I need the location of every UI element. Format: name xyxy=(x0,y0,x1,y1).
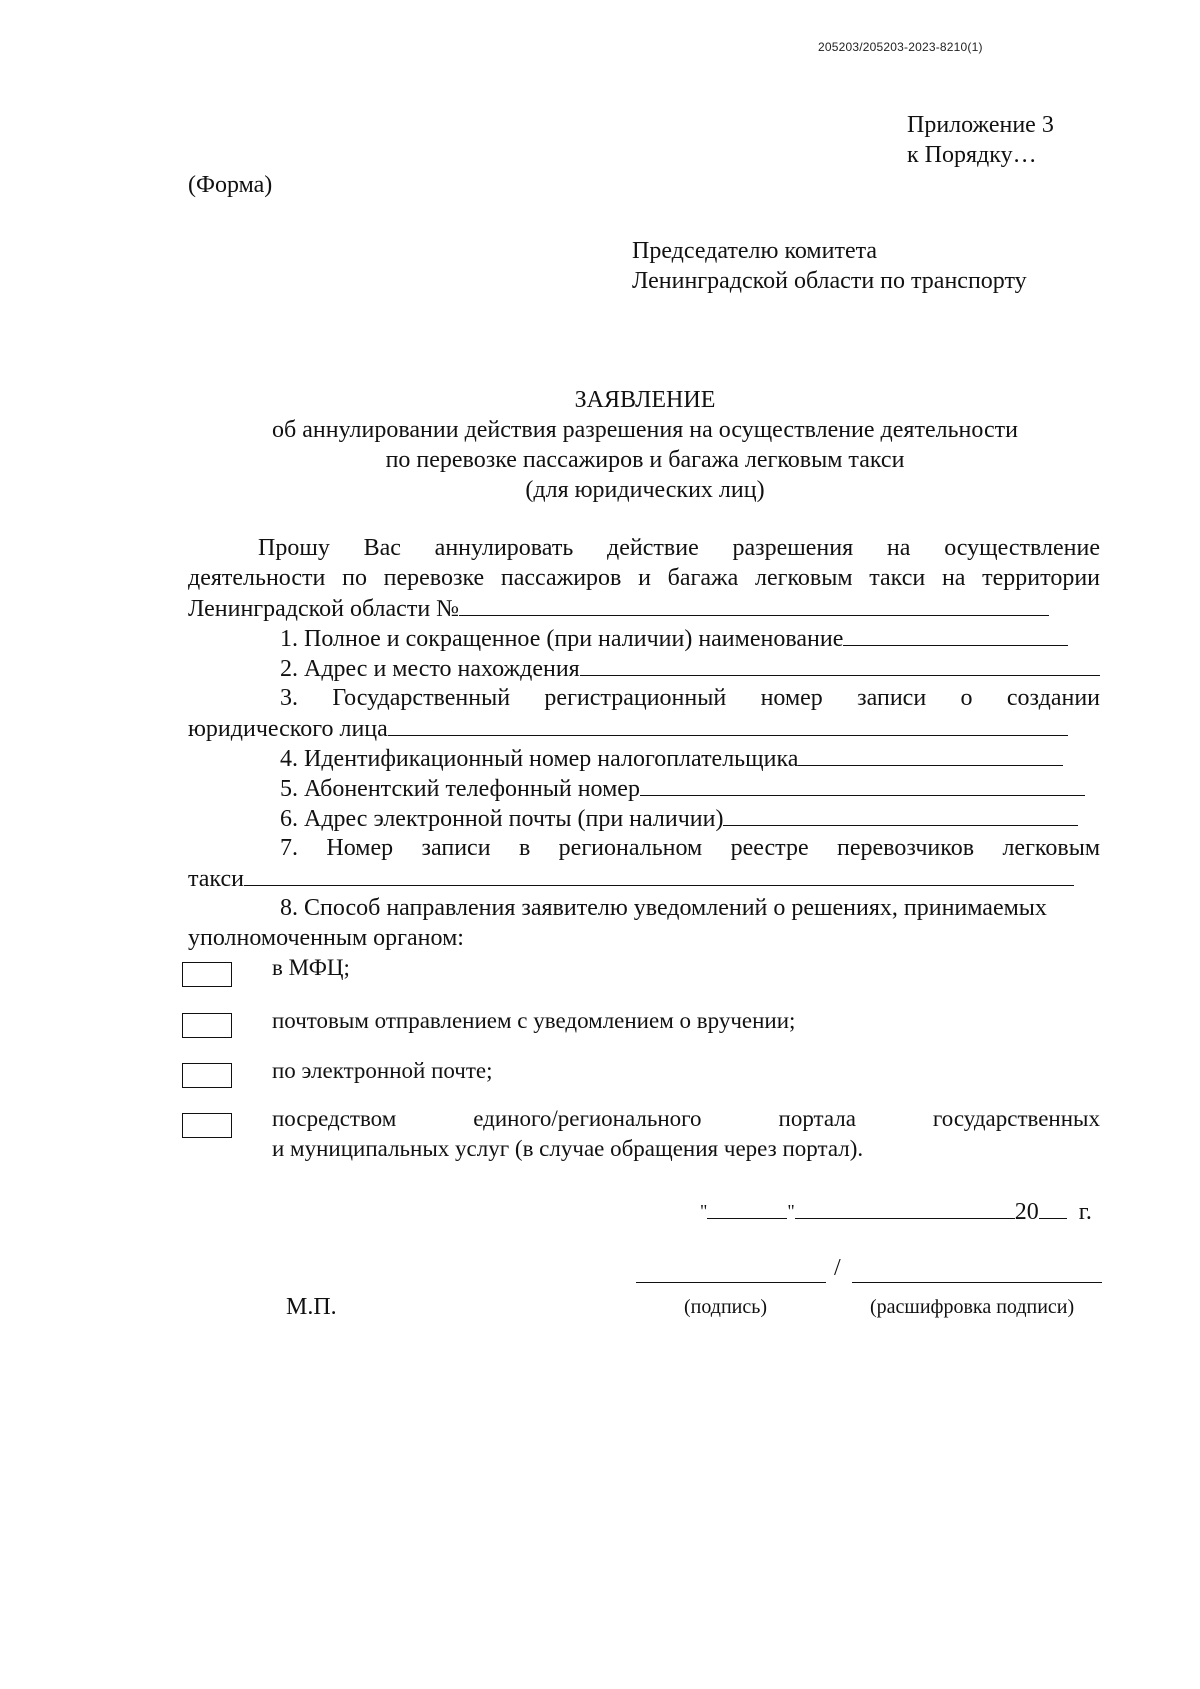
request-line-1: Прошу Вас аннулировать действие разрешения на осуществление xyxy=(258,535,1100,561)
request-line-2: деятельности по перевозке пассажиров и багажа легковым такси на территории xyxy=(188,565,1100,591)
appendix-reference xyxy=(907,110,1054,170)
item-6 xyxy=(280,803,1078,834)
phone-field[interactable] xyxy=(640,773,1085,796)
date-quote-close: " xyxy=(787,1201,795,1221)
date-year-field[interactable] xyxy=(1039,1196,1067,1219)
organization-name-field[interactable] xyxy=(843,623,1068,646)
option-post-label: почтовым отправлением с уведомлением о вручении; xyxy=(272,1008,796,1033)
item-1-label: 1. Полное и сокращенное (при наличии) наименование xyxy=(280,626,844,652)
item-5-label: 5. Абонентский телефонный номер xyxy=(280,776,640,802)
date-year-prefix: 20 xyxy=(1014,1199,1039,1225)
email-field[interactable] xyxy=(723,803,1078,826)
item-7-line-2-text: такси xyxy=(188,866,244,892)
request-line-3-text: Ленинградской области № xyxy=(188,596,460,622)
appendix-line-1: Приложение 3 xyxy=(907,112,1054,138)
signature-caption: (подпись) xyxy=(684,1296,768,1318)
form-label: (Форма) xyxy=(188,172,273,198)
addressee-block xyxy=(632,236,1027,296)
document-number: 205203/205203-2023-8210(1) xyxy=(818,40,983,54)
title-line-1: об аннулировании действия разрешения на осуществление деятельности xyxy=(272,417,1018,443)
option-portal-checkbox[interactable] xyxy=(182,1113,232,1138)
permit-number-field[interactable] xyxy=(459,593,1049,616)
option-mfc-label: в МФЦ; xyxy=(272,955,350,980)
item-3-line-1: 3. Государственный регистрационный номер записи о создании xyxy=(280,685,1100,711)
option-email-checkbox[interactable] xyxy=(182,1063,232,1088)
signature-decoding-field[interactable] xyxy=(852,1282,1102,1283)
item-3-line-2-text: юридического лица xyxy=(188,716,388,742)
date-year-suffix: г. xyxy=(1078,1199,1092,1225)
item-1 xyxy=(280,623,1068,654)
item-4-label: 4. Идентификационный номер налогоплательщика xyxy=(280,746,799,772)
item-7-line-2 xyxy=(188,863,1074,894)
stamp-placeholder: М.П. xyxy=(286,1294,337,1320)
document-title: ЗАЯВЛЕНИЕ xyxy=(574,387,716,413)
title-line-3: (для юридических лиц) xyxy=(525,477,765,503)
addressee-line-2: Ленинградской области по транспорту xyxy=(632,268,1027,294)
item-2-label: 2. Адрес и место нахождения xyxy=(280,656,580,682)
document-title-block xyxy=(0,385,1200,505)
registry-number-field[interactable] xyxy=(244,863,1074,886)
option-portal-label-line-2: и муниципальных услуг (в случае обращения через портал). xyxy=(272,1136,864,1161)
date-line xyxy=(700,1196,1092,1227)
addressee-line-1: Председателю комитета xyxy=(632,238,878,264)
decoding-caption: (расшифровка подписи) xyxy=(870,1296,1075,1318)
option-email-label: по электронной почте; xyxy=(272,1058,493,1083)
date-quote-open: " xyxy=(700,1201,708,1221)
item-8-line-2: уполномоченным органом: xyxy=(188,925,464,951)
item-6-label: 6. Адрес электронной почты (при наличии) xyxy=(280,806,724,832)
option-portal-label-line-1: посредством единого/регионального портала государственных xyxy=(272,1106,1100,1131)
item-2 xyxy=(280,653,1100,684)
registration-number-field[interactable] xyxy=(388,713,1068,736)
item-3-line-2 xyxy=(188,713,1068,744)
signature-slash: / xyxy=(834,1255,841,1281)
inn-field[interactable] xyxy=(798,743,1063,766)
item-5 xyxy=(280,773,1085,804)
item-7-line-1: 7. Номер записи в региональном реестре перевозчиков легковым xyxy=(280,835,1100,861)
appendix-line-2: к Порядку… xyxy=(907,142,1037,168)
item-4 xyxy=(280,743,1063,774)
item-8-line-1: 8. Способ направления заявителю уведомлений о решениях, принимаемых xyxy=(280,895,1047,921)
option-mfc-checkbox[interactable] xyxy=(182,962,232,987)
signature-field[interactable] xyxy=(636,1282,826,1283)
date-month-field[interactable] xyxy=(795,1196,1015,1219)
request-line-3 xyxy=(188,593,1049,624)
option-post-checkbox[interactable] xyxy=(182,1013,232,1038)
date-day-field[interactable] xyxy=(707,1196,787,1219)
address-field[interactable] xyxy=(580,653,1100,676)
title-line-2: по перевозке пассажиров и багажа легковым такси xyxy=(385,447,905,473)
